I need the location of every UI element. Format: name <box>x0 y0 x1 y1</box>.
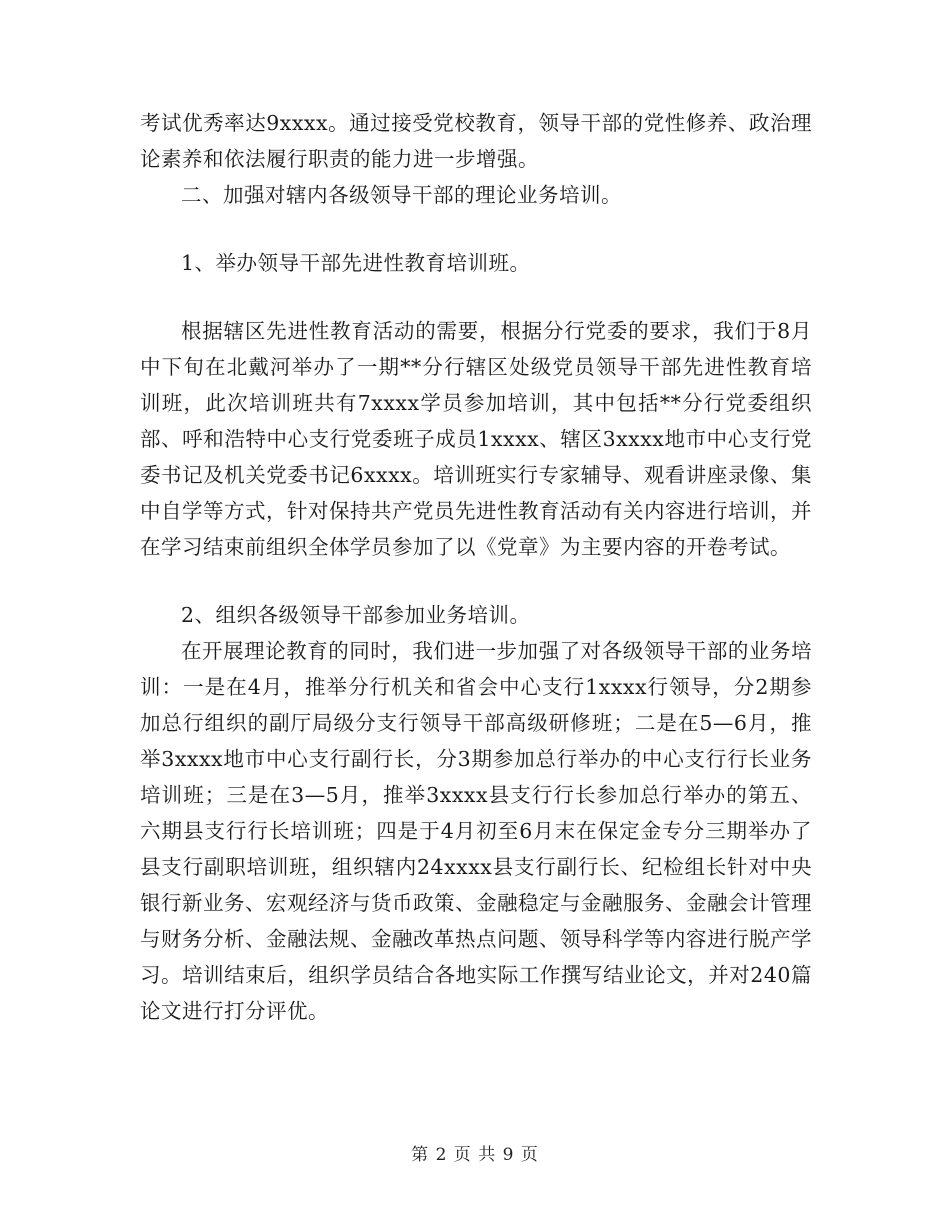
section-heading-2: 二、加强对辖内各级领导干部的理论业务培训。 <box>181 183 622 207</box>
subsection-heading-1: 1、举办领导干部先进性教育培训班。 <box>181 251 531 275</box>
page-number-footer: 第 2 页 共 9 页 <box>411 1145 539 1165</box>
paragraph-business-training: 在开展理论教育的同时，我们进一步加强了对各级领导干部的业务培训：一是在4月，推举分行机关和省会中心支行1xxxx行领导，分2期参加总行组织的副厅局级分支行领导干部高级研修班；二是在5—6月，推举3xxxx地市中心支行副行长，分3期参加总行举办的中心支行行长业务培训班；三是在3—5月，推举3xxxx县支行行长参加总行举办的第五、六期县支行行长培训班；四是于4月初至6月末在保定金专分三期举办了县支行副职培训班，组织辖内24xxxx县支行副行长、纪检组长针对中央银行新业务、宏观经济与货币政策、金融稳定与金融服务、金融会计管理与财务分析、金融法规、金融改革热点问题、领导科学等内容进行脱产学习。培训结束后，组织学员结合各地实际工作撰写结业论文，并对240篇论文进行打分评优。 <box>140 639 812 1023</box>
paragraph-continuation: 考试优秀率达9xxxx。通过接受党校教育，领导干部的党性修养、政治理论素养和依法履行职责的能力进一步增强。 <box>140 111 812 171</box>
paragraph-training-class: 根据辖区先进性教育活动的需要，根据分行党委的要求，我们于8月中下旬在北戴河举办了一期**分行辖区处级党员领导干部先进性教育培训班，此次培训班共有7xxxx学员参加培训，其中包括**分行党委组织部、呼和浩特中心支行党委班子成员1xxxx、辖区3xxxx地市中心支行党委书记及机关党委书记6xxxx。培训班实行专家辅导、观看讲座录像、集中自学等方式，针对保持共产党员先进性教育活动有关内容进行培训，并在学习结束前组织全体学员参加了以《党章》为主要内容的开卷考试。 <box>140 319 812 559</box>
document-body <box>140 105 812 1029</box>
subsection-heading-2: 2、组织各级领导干部参加业务培训。 <box>181 603 531 627</box>
